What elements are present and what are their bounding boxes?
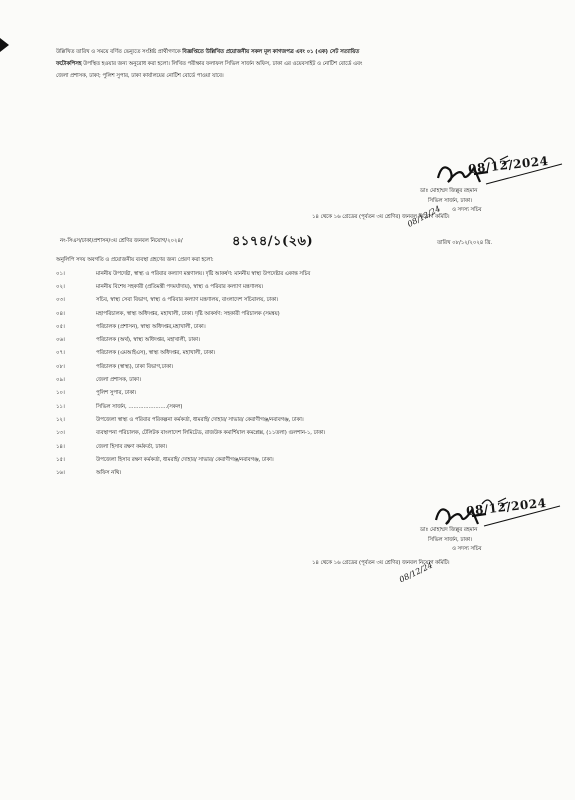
para-line2-bold: ফটোকপিসহ: [56, 61, 82, 67]
sig2-role: ও সদস্য সচিব: [452, 546, 482, 552]
sig1-role: ও সদস্য সচিব: [452, 207, 482, 213]
copy-list-number: ০৮।: [56, 363, 65, 370]
copy-list-number: ০৪।: [56, 310, 65, 317]
copy-list-number: ১০।: [56, 390, 65, 397]
copy-intro: অনুলিপি সদয় অবগতি ও প্রয়োজনীয় ব্যবস্থা গ্রহণের জন্য প্রেরণ করা হলো:: [56, 257, 214, 263]
copy-list-number: ১৬।: [56, 470, 65, 477]
copy-list-item: [56, 388, 526, 401]
copy-list-number: ০৬।: [56, 337, 65, 344]
copy-list-text: উপজেলা স্বাস্থ্য ও পরিবার পরিকল্পনা কর্মকর্তা, ধামরাই/ দোহার/ সাভার/ কেরাণীগঞ্জ/নবাবগঞ্জ, ঢাকা।: [96, 416, 304, 423]
copy-list-item: [56, 414, 526, 427]
copy-list-text: পরিচালক (অর্থ), স্বাস্থ্য অধিদপ্তর, মহাখালী, ঢাকা।: [96, 337, 201, 344]
copy-list-text: পরিচালক (স্বাস্থ্য), ঢাকা বিভাগ,ঢাকা।: [96, 363, 174, 370]
copy-list-item: [56, 321, 526, 334]
copy-list-text: পরিচালক (প্রশাসন), স্বাস্থ্য অধিদপ্তর,মহাখালী, ঢাকা।: [96, 323, 206, 330]
copy-list-text: পুলিশ সুপার, ঢাকা।: [96, 390, 137, 397]
copy-list-number: ০৩।: [56, 297, 65, 304]
copy-list-item: [56, 268, 526, 281]
para-line1-bold: বিজ্ঞপ্তিতে উল্লিখিত প্রয়োজনীয় সকল মূল কাগজপত্র এবং ০১ (এক) সেট সত্যায়িত: [182, 49, 360, 55]
copy-list-item: [56, 428, 526, 441]
copy-list-number: ০৫।: [56, 323, 65, 330]
copy-list-item: [56, 334, 526, 347]
copy-list-number: ১৪।: [56, 443, 65, 450]
sig2-title: সিভিল সার্জন, ঢাকা।: [428, 536, 473, 543]
copy-list-number: ১৫।: [56, 456, 65, 463]
copy-list-text: পরিচালক (এমআইএস), স্বাস্থ্য অধিদপ্তর, মহাখালী, ঢাকা।: [96, 350, 216, 357]
copy-list-item: [56, 374, 526, 387]
copy-list-item: [56, 295, 526, 308]
copy-list-item: [56, 441, 526, 454]
punch-mark: [0, 38, 9, 52]
top-paragraph: [56, 46, 526, 82]
signature-2-date: 08/12/2024: [465, 495, 548, 519]
copy-list-text: অফিস নথি।: [96, 470, 122, 477]
memo-number-prefix: নং-সিএস/ঢাকা/প্রশাসন/৩য় শ্রেণির জনবল নিয়োগ/২০২৪/: [60, 238, 183, 244]
para-line1-a: উল্লিখিত তারিখ ও সময়ে বর্ণিত ভেন্যুতে সংশ্লিষ্ট প্রার্থীগণকে: [56, 49, 183, 55]
copy-list-item: [56, 308, 526, 321]
copy-list: [56, 268, 526, 481]
copy-list-number: ০৯।: [56, 377, 65, 384]
memo-number-handwritten: ৪১৭৪/১(২৬): [232, 234, 314, 249]
copy-list-number: ১১।: [56, 403, 65, 410]
memo-date: তারিখ ০৮/১২/২০২৪ খ্রি.: [437, 240, 493, 246]
copy-list-number: ০২।: [56, 283, 65, 290]
sig2-committee: ১৪ থেকে ১৬ গ্রেডের (পূর্বতন ৩য় শ্রেণির) জনবল নিয়োগ কমিটি।: [312, 560, 450, 566]
sig2-name: ডাঃ মোহাম্মদ জিল্লুর রহমান: [420, 527, 478, 533]
copy-list-text: উপজেলা হিসাব রক্ষণ কর্মকর্তা, ধামরাই/ দোহার/ সাভার/ কেরাণীগঞ্জ/নবাবগঞ্জ, ঢাকা।: [96, 456, 274, 463]
initial-1-text: 08/12/24: [405, 204, 442, 229]
copy-list-text: সচিব, স্বাস্থ্য সেবা বিভাগ, স্বাস্থ্য ও পরিবার কল্যাণ মন্ত্রণালয়, বাংলাদেশ সচিবালয়, ঢাকা।: [96, 297, 279, 304]
copy-list-item: [56, 348, 526, 361]
sig1-committee: ১৪ থেকে ১৬ গ্রেডের (পূর্বতন ৩য় শ্রেণির) জনবল নিয়োগ কমিটি।: [312, 214, 450, 220]
copy-list-item: [56, 401, 526, 414]
copy-list-text: জেলা প্রশাসক, ঢাকা।: [96, 377, 141, 384]
copy-list-text: মহাপরিচালক, স্বাস্থ্য অধিদপ্তর, মহাখালী, ঢাকা। দৃষ্টি আকর্ষণ: সহকারী পরিচালক (সমন্বয়): [96, 310, 280, 317]
copy-list-text: ব্যবস্থাপনা পরিচালক, টেলিটক বাংলাদেশ লিমিটেড, রাজউক কমার্শিয়াল কমপ্লেক্স, (১১তলা) গুলশান-১, ঢাকা।: [96, 430, 326, 437]
para-line3: জেলা প্রশাসক, ঢাকা; পুলিশ সুপার, ঢাকা কার্যালয়ের নোটিশ বোর্ডে পাওয়া যাবে।: [56, 73, 224, 79]
copy-list-text: সিভিল সার্জন, .......................(সকল): [96, 403, 183, 410]
copy-list-text: জেলা হিসাব রক্ষণ কর্মকর্তা, ঢাকা।: [96, 443, 168, 450]
copy-list-item: [56, 281, 526, 294]
signature-1-date: 08/12/2024: [467, 153, 550, 177]
copy-list-item: [56, 467, 526, 480]
copy-list-number: ০৭।: [56, 350, 65, 357]
initial-2-text: 08/12/24: [397, 560, 435, 585]
signature-block-2: [420, 526, 481, 555]
copy-list-text: মাননীয় উপদেষ্টা, স্বাস্থ্য ও পরিবার কল্যাণ মন্ত্রণালয়। দৃষ্টি আকর্ষণ: মাননীয় স্বাস্থ্য উপদেষ্টার একান্ত সচিব: [96, 270, 311, 277]
copy-list-item: [56, 454, 526, 467]
memo-number: [60, 238, 183, 246]
copy-list-number: ১৩।: [56, 430, 65, 437]
copy-list-text: মাননীয় বিশেষ সহকারী (প্রতিমন্ত্রী পদমর্যাদায়), স্বাস্থ্য ও পরিবার কল্যাণ মন্ত্রণালয়।: [96, 283, 264, 290]
copy-list-number: ০১।: [56, 270, 65, 277]
sig1-name: ডাঃ মোহাম্মদ জিল্লুর রহমান: [420, 188, 478, 194]
copy-list-item: [56, 361, 526, 374]
sig1-title: সিভিল সার্জন, ঢাকা।: [428, 197, 473, 204]
copy-list-number: ১২।: [56, 416, 65, 423]
para-line2-b: উপস্থিত হওয়ার জন্য অনুরোধ করা হলো। লিখিত পরীক্ষার ফলাফল সিভিল সার্জন অফিস, ঢাকা এর ওয়েবসাইট ও নোটিশ বোর্ডে এবং: [81, 61, 363, 67]
